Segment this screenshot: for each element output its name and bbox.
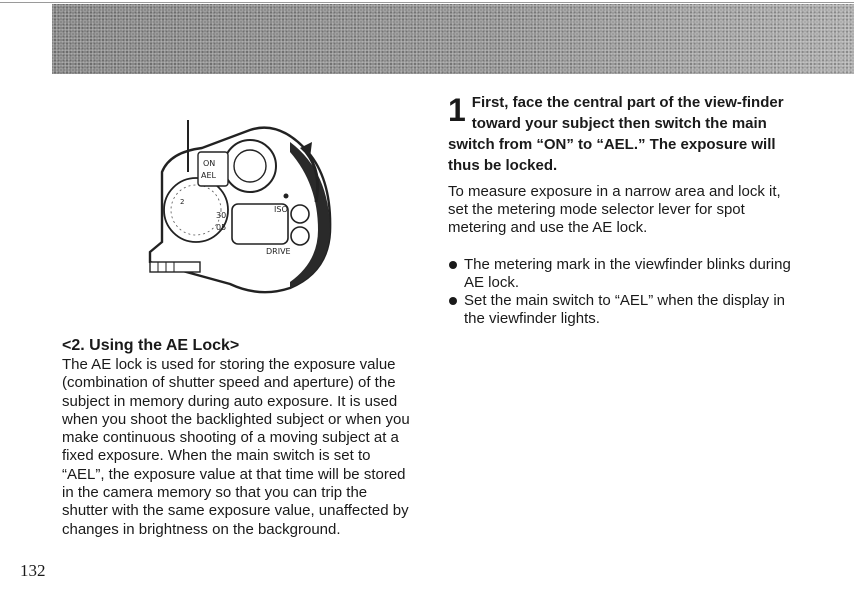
step-instruction: First, face the central part of the view-finder toward your subject then switch the main switch from “ON” to “AEL.” The exposure will thus be locked.	[448, 94, 784, 174]
note-text: The metering mark in the viewfinder blinks during AE lock.	[464, 256, 791, 291]
note-item	[448, 256, 808, 292]
bullet-dot-icon	[449, 261, 457, 269]
dial-label-2: 2	[180, 198, 185, 206]
indicator-dot	[284, 194, 289, 199]
note-item	[448, 292, 808, 328]
switch-label-plate	[198, 152, 228, 186]
label-drive: DRIVE	[266, 247, 291, 256]
shutter-dial	[164, 178, 228, 242]
page-number: 132	[20, 561, 46, 580]
section-body: The AE lock is used for storing the exposure value (combination of shutter speed and aperture) of the subject in memory during auto exposure. It is used when you shoot the backlighted subject or when you make continuous shooting of a moving subject at a fixed exposure. When the main switch is set to “AEL”, the exposure value at that time will be stored in the camera memory so that you can trip the shutter with the same exposure value, unaffected by changes in brightness on the background.	[62, 356, 410, 538]
step-1	[448, 92, 810, 176]
iso-button	[291, 205, 309, 223]
intro-paragraph: To measure exposure in a narrow area and lock it, set the metering mode selector lever for spot metering and use the AE lock.	[448, 183, 781, 236]
notes-list	[448, 256, 808, 328]
header-band	[52, 4, 854, 74]
label-iso: ISO	[274, 205, 288, 214]
label-30: 30	[216, 211, 227, 220]
dial-label-ael: AEL	[201, 171, 216, 180]
shutter-dial-ticks	[171, 185, 221, 235]
step-number: 1	[448, 92, 466, 128]
note-text: Set the main switch to “AEL” when the display in the viewfinder lights.	[464, 292, 785, 327]
main-switch-dial	[224, 140, 276, 192]
bullet-dot-icon	[449, 297, 457, 305]
dial-label-on: ON	[203, 159, 216, 168]
section-title: <2. Using the AE Lock>	[62, 337, 240, 354]
drive-button	[291, 227, 309, 245]
top-rule	[0, 2, 854, 3]
camera-top-illustration	[140, 112, 340, 298]
label-05: 05	[216, 223, 227, 232]
